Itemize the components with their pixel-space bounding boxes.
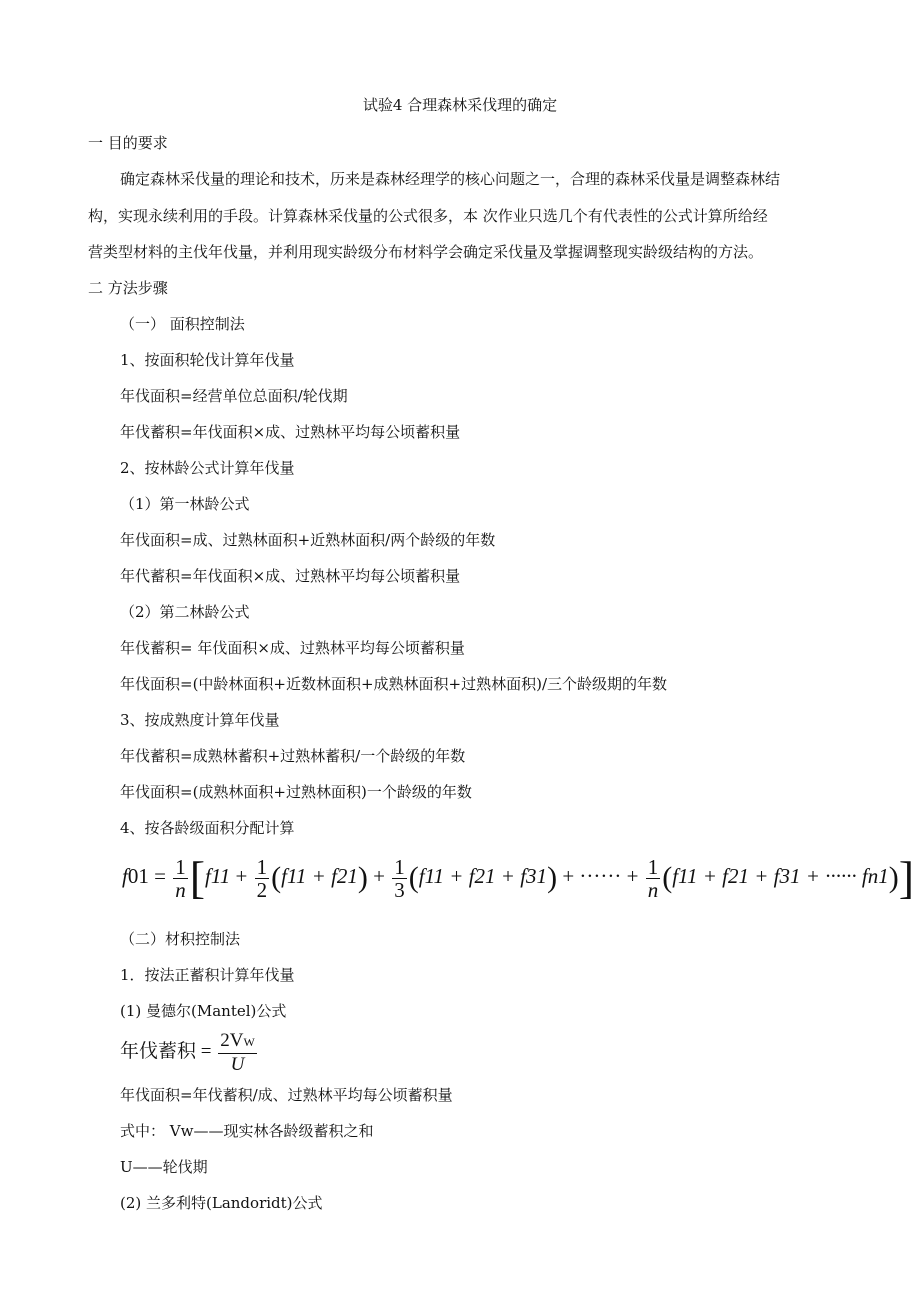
- paragraph-line: 确定森林采伐量的理论和技术，历来是森林经理学的核心问题之一，合理的森林采伐量是调整森林结: [120, 170, 781, 188]
- variable-definition: 式中： Vw——现实林各龄级蓄积之和: [120, 1122, 374, 1140]
- item-heading: 3、按成熟度计算年伐量: [120, 711, 280, 729]
- subitem-heading: （2）第二林龄公式: [120, 603, 250, 621]
- left-paren: (: [662, 861, 673, 895]
- fraction-1-over-n: [646, 856, 661, 901]
- subsection-heading: （一） 面积控制法: [120, 315, 245, 333]
- numerator: [218, 1030, 257, 1054]
- denominator: 3: [394, 877, 405, 902]
- formula-text: 年伐面积=(成熟林面积+过熟林面积)一个龄级的年数: [120, 783, 472, 801]
- formula-text: 年伐面积=经营单位总面积/轮伐期: [120, 387, 348, 405]
- item-heading: 2、按林龄公式计算年伐量: [120, 459, 295, 477]
- fraction-2vw-over-u: [218, 1030, 257, 1076]
- formula-text: 年代蓄积=年伐面积×成、过熟林平均每公顷蓄积量: [120, 567, 461, 585]
- plus-sign: +: [235, 864, 248, 888]
- formula-lhs: 年伐蓄积: [120, 1041, 197, 1062]
- term-2: f11 + f21: [281, 864, 358, 888]
- variable-definition: U——轮伐期: [120, 1158, 208, 1176]
- section-2-heading: 二 方法步骤: [88, 279, 168, 297]
- formula-text: 年伐面积=年伐蓄积/成、过熟林平均每公顷蓄积量: [120, 1086, 453, 1104]
- denominator: U: [230, 1053, 245, 1075]
- formula-lhs: f: [122, 864, 128, 888]
- item-heading: 1、按面积轮伐计算年伐量: [120, 351, 295, 369]
- section-1-heading: 一 目的要求: [88, 134, 168, 152]
- left-paren: (: [271, 861, 282, 895]
- denominator: n: [647, 877, 659, 902]
- numerator: 1: [647, 854, 659, 879]
- numerator: 1: [394, 854, 405, 879]
- fraction-1-over-2: [255, 856, 270, 901]
- term-3: f11 + f21 + f31: [418, 864, 548, 888]
- paragraph-line: 营类型材料的主伐年伐量，并利用现实龄级分布材料学会确定采伐量及掌握调整现实龄级结构的方法。: [88, 243, 764, 261]
- denominator: n: [175, 877, 186, 902]
- numerator-main: 2V: [220, 1029, 244, 1051]
- fraction-1-over-n: [173, 856, 188, 901]
- subsection-heading: （二）材积控制法: [120, 930, 241, 948]
- equals-sign: =: [200, 1041, 212, 1062]
- plus-sign: +: [373, 864, 386, 888]
- left-bracket: [: [189, 852, 206, 904]
- formula-text: 年伐蓄积=成熟林蓄积+过熟林蓄积/一个龄级的年数: [120, 747, 466, 765]
- subitem-heading: (2) 兰多利特(Landoridt)公式: [120, 1194, 323, 1212]
- formula-text: 年伐面积=(中龄林面积+近数林面积+成熟林面积+过熟林面积)/三个龄级期的年数: [120, 675, 668, 693]
- numerator: 1: [256, 854, 268, 879]
- formula-text: 年伐面积=成、过熟林面积+近熟林面积/两个龄级的年数: [120, 531, 496, 549]
- formula-text: 年伐蓄积=年伐面积×成、过熟林平均每公顷蓄积量: [120, 423, 461, 441]
- subitem-heading: (1) 曼德尔(Mantel)公式: [120, 1002, 287, 1020]
- right-paren: ): [357, 861, 368, 895]
- age-class-formula: [122, 846, 914, 906]
- formula-lhs-sub: 01: [127, 864, 149, 888]
- item-heading: 4、按各龄级面积分配计算: [120, 819, 295, 837]
- right-paren: ): [547, 861, 558, 895]
- numerator: 1: [175, 854, 186, 879]
- fraction-1-over-3: [392, 856, 407, 901]
- paragraph-line: 构，实现永续利用的手段。计算森林采伐量的公式很多，本 次作业只选几个有代表性的公式计算所给经: [88, 207, 768, 225]
- left-paren: (: [408, 861, 419, 895]
- mantel-formula: [120, 1028, 259, 1076]
- ellipsis: + ······ +: [562, 864, 639, 888]
- formula-text: 年伐蓄积= 年伐面积×成、过熟林平均每公顷蓄积量: [120, 639, 465, 657]
- right-bracket: ]: [898, 852, 915, 904]
- right-paren: ): [888, 861, 899, 895]
- term-1: f11: [205, 864, 231, 888]
- page-title: 试验4 合理森林采伐理的确定: [362, 96, 558, 114]
- denominator: 2: [256, 877, 268, 902]
- item-heading: 1．按法正蓄积计算年伐量: [120, 966, 295, 984]
- numerator-sub: W: [243, 1034, 255, 1049]
- term-n: f11 + f21 + f31 + ······ fn1: [672, 864, 889, 888]
- subitem-heading: （1）第一林龄公式: [120, 495, 250, 513]
- equals-sign: =: [154, 864, 166, 888]
